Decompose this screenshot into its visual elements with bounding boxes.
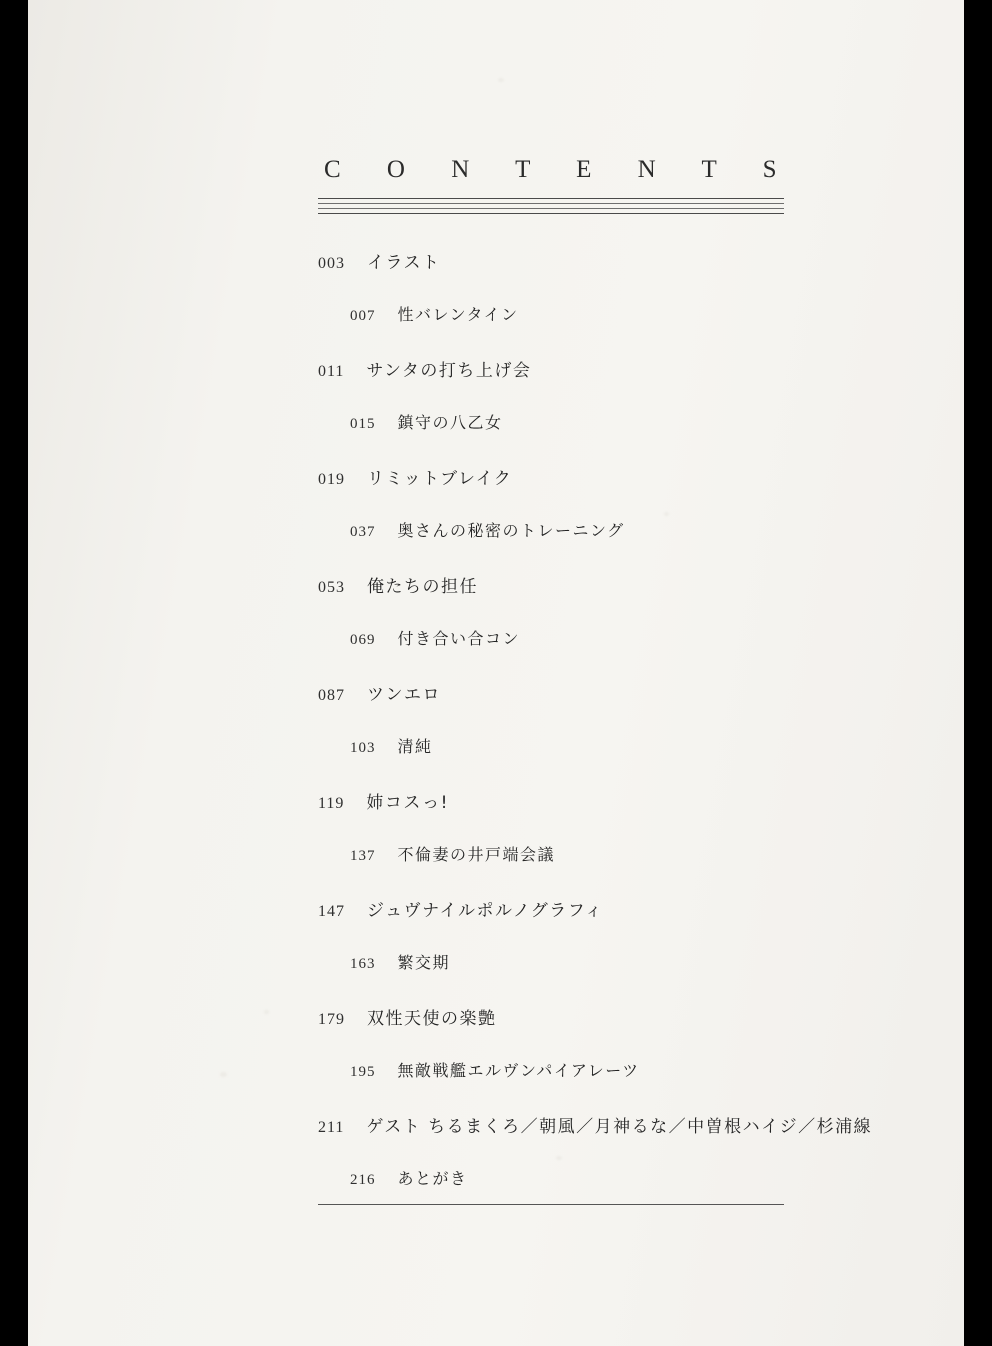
book-page xyxy=(28,0,964,1346)
toc-entry-page: 103 xyxy=(350,740,376,756)
toc-entry-title: 付き合い合コン xyxy=(397,629,521,648)
toc-entry-title: リミットブレイク xyxy=(367,469,513,489)
toc-entry-title: 無敵戦艦エルヴンパイアレーツ xyxy=(397,1061,640,1080)
toc-entry-title: サンタの打ち上げ会 xyxy=(366,361,532,381)
toc-entry-title: イラスト xyxy=(367,253,441,273)
toc-entry xyxy=(318,788,878,842)
toc-entry-title: 奥さんの秘密のトレーニング xyxy=(397,521,625,540)
toc-entry-page: 087 xyxy=(318,687,345,704)
toc-entry-page: 003 xyxy=(318,255,345,272)
toc-entry-title: 鎮守の八乙女 xyxy=(397,413,503,432)
toc-entry xyxy=(318,1166,878,1220)
bottom-divider xyxy=(318,1204,784,1205)
toc-entry-page: 163 xyxy=(350,956,376,972)
divider-line xyxy=(318,213,784,214)
toc-entry xyxy=(318,734,878,788)
page-title: C O N T E N T S xyxy=(324,156,797,183)
title-divider xyxy=(318,198,784,218)
toc-entry xyxy=(318,518,878,572)
toc-entry xyxy=(318,1112,878,1166)
divider-line xyxy=(318,203,784,204)
toc-entry-title: 双性天使の楽艶 xyxy=(367,1009,497,1029)
toc-entry xyxy=(318,950,878,1004)
toc-entry-page: 069 xyxy=(350,632,376,648)
paper-speck xyxy=(220,1072,227,1077)
toc-entry-page: 119 xyxy=(318,795,345,812)
toc-entry-page: 179 xyxy=(318,1011,345,1028)
table-of-contents xyxy=(318,248,878,1220)
toc-entry xyxy=(318,1004,878,1058)
toc-entry-title: 性バレンタイン xyxy=(397,305,519,324)
toc-entry-title: ゲスト ちるまくろ／朝風／月神るな／中曽根ハイジ／杉浦線 xyxy=(366,1117,873,1137)
paper-speck xyxy=(498,78,504,82)
toc-entry xyxy=(318,572,878,626)
toc-entry-page: 216 xyxy=(350,1172,376,1188)
toc-entry-page: 147 xyxy=(318,903,345,920)
paper-speck xyxy=(264,1010,269,1014)
toc-entry xyxy=(318,1058,878,1112)
toc-entry xyxy=(318,680,878,734)
toc-entry-page: 053 xyxy=(318,579,345,596)
toc-entry xyxy=(318,302,878,356)
toc-entry-title: 不倫妻の井戸端会議 xyxy=(397,845,556,864)
toc-entry xyxy=(318,410,878,464)
toc-entry-title: ジュヴナイルポルノグラフィ xyxy=(367,901,604,921)
toc-entry-page: 195 xyxy=(350,1064,376,1080)
toc-entry-page: 015 xyxy=(350,416,376,432)
page-surface xyxy=(28,0,964,1346)
toc-entry xyxy=(318,626,878,680)
toc-entry-title: 俺たちの担任 xyxy=(367,577,478,597)
toc-entry xyxy=(318,356,878,410)
toc-entry-title: 姉コスっ! xyxy=(366,793,449,813)
toc-entry-page: 007 xyxy=(350,308,376,324)
divider-line xyxy=(318,208,784,209)
toc-entry-title: ツンエロ xyxy=(367,685,441,705)
toc-entry-title: 清純 xyxy=(397,737,433,756)
toc-entry xyxy=(318,896,878,950)
toc-entry xyxy=(318,842,878,896)
toc-entry-page: 011 xyxy=(318,363,345,380)
toc-entry-title: あとがき xyxy=(397,1169,468,1188)
divider-line xyxy=(318,198,784,199)
toc-entry-title: 繁交期 xyxy=(397,953,451,972)
toc-entry-page: 019 xyxy=(318,471,345,488)
toc-entry-page: 037 xyxy=(350,524,376,540)
toc-entry xyxy=(318,248,878,302)
toc-entry xyxy=(318,464,878,518)
toc-entry-page: 137 xyxy=(350,848,376,864)
toc-entry-page: 211 xyxy=(318,1119,345,1136)
